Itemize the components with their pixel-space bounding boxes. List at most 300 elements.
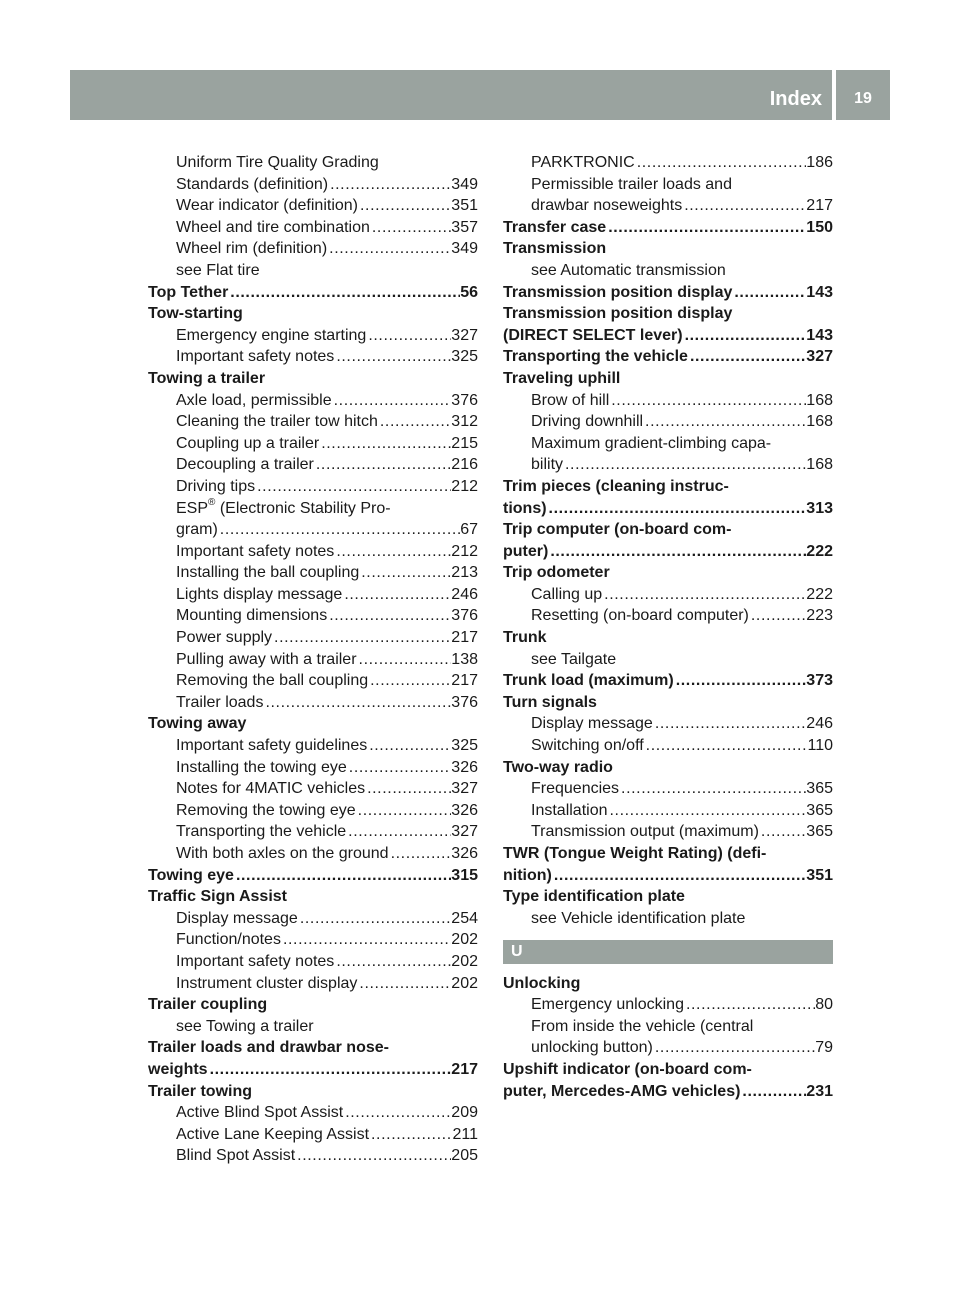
entry-label: Trunk load (maximum): [503, 672, 674, 690]
entry-label: Removing the ball coupling: [176, 672, 369, 690]
entry-label: Trailer coupling: [148, 996, 268, 1014]
page-reference: 168: [806, 413, 833, 431]
entry-text: [176, 735, 367, 757]
dot-leader: [281, 929, 451, 951]
page-reference: 312: [451, 413, 478, 431]
dot-leader: [327, 238, 451, 260]
index-subentry: [148, 649, 478, 671]
index-subentry: [148, 735, 478, 757]
entry-text: [531, 800, 608, 822]
entry-text: [176, 346, 334, 368]
entry-text: [148, 1037, 389, 1059]
entry-text: [176, 821, 346, 843]
index-entry: [503, 217, 833, 239]
index-subentry: [148, 584, 478, 606]
entry-label: Calling up: [531, 585, 603, 603]
entry-text: [176, 951, 334, 973]
entry-text: [531, 821, 759, 843]
entry-text: [176, 929, 281, 951]
entry-text: [176, 238, 327, 260]
entry-label: Cleaning the trailer tow hitch: [176, 413, 378, 431]
index-subentry: [148, 346, 478, 368]
entry-text: [531, 195, 682, 217]
page-reference: 326: [451, 845, 478, 862]
entry-label: Transfer case: [503, 218, 607, 236]
index-subentry: [148, 670, 478, 692]
entry-text: [531, 735, 644, 757]
entry-label: Lights display message: [176, 585, 343, 603]
entry-text: [531, 1037, 653, 1059]
page-reference: 313: [806, 499, 833, 517]
page-reference: 325: [451, 737, 478, 755]
entry-text: [176, 152, 379, 174]
page-reference: 327: [806, 348, 833, 366]
index-subentry: [148, 390, 478, 412]
entry-label: With both axles on the ground: [176, 845, 389, 862]
page-reference: 373: [806, 672, 833, 690]
entry-label: Display message: [176, 909, 298, 927]
dot-leader: [365, 778, 451, 800]
entry-text: [148, 368, 265, 390]
index-entry: [148, 865, 478, 887]
index-subentry: [148, 1016, 478, 1038]
page-reference: 327: [451, 823, 478, 841]
index-subentry: [148, 325, 478, 347]
entry-label: bility: [531, 456, 564, 474]
entry-label: Coupling up a trailer: [176, 434, 320, 452]
entry-text: [531, 174, 732, 196]
entry-text: [531, 713, 653, 735]
entry-label: see Flat tire: [176, 261, 260, 279]
entry-text: [176, 454, 314, 476]
dot-leader: [688, 346, 806, 368]
entry-label-continued: (Electronic Stability Pro-: [215, 499, 391, 517]
entry-label: Wear indicator (definition): [176, 197, 359, 215]
index-entry: [503, 498, 833, 520]
index-subentry: [148, 951, 478, 973]
index-subentry: [503, 195, 833, 217]
entry-text: [531, 1016, 753, 1038]
index-entry: [503, 282, 833, 304]
entry-text: [176, 800, 356, 822]
entry-label: Resetting (on-board computer): [531, 607, 749, 625]
dot-leader: [346, 821, 451, 843]
entry-text: [176, 498, 391, 520]
entry-text: [176, 1102, 343, 1124]
entry-text: [176, 325, 366, 347]
page-reference: 202: [451, 974, 478, 992]
index-subentry: [148, 973, 478, 995]
entry-label: Mounting dimensions: [176, 607, 328, 625]
entry-text: [176, 670, 368, 692]
index-subentry: [503, 1037, 833, 1059]
entry-label: Unlocking: [503, 974, 581, 992]
index-subentry: [148, 908, 478, 930]
entry-label: Notes for 4MATIC vehicles: [176, 780, 366, 798]
index-subentry: [148, 821, 478, 843]
entry-label: Trailer loads: [176, 693, 264, 711]
index-subentry: [148, 433, 478, 455]
entry-label: Transmission: [503, 240, 607, 258]
index-subentry: [503, 260, 833, 282]
dot-leader: [602, 584, 806, 606]
entry-text: [503, 843, 766, 865]
index-entry: [503, 519, 833, 541]
dot-leader: [319, 433, 451, 455]
entry-label: puter, Mercedes-AMG vehicles): [503, 1082, 741, 1100]
index-subentry: [503, 433, 833, 455]
page-reference: 67: [460, 521, 478, 539]
index-subentry: [148, 476, 478, 498]
entry-text: [148, 282, 228, 304]
page-reference: 351: [806, 866, 833, 884]
entry-text: [531, 584, 602, 606]
entry-text: [176, 217, 370, 239]
dot-leader: [218, 519, 460, 541]
entry-text: [176, 1145, 295, 1167]
entry-text: [503, 670, 674, 692]
dot-leader: [635, 152, 807, 174]
entry-text: [176, 605, 327, 627]
dot-leader: [683, 325, 807, 347]
dot-leader: [327, 605, 451, 627]
index-subentry: [148, 778, 478, 800]
index-subentry: [148, 1124, 478, 1146]
page-reference: 217: [806, 197, 833, 215]
entry-label: Wheel rim (definition): [176, 240, 328, 258]
entry-text: [176, 757, 347, 779]
entry-label: gram): [176, 521, 218, 539]
dot-leader: [272, 627, 451, 649]
entry-label: Driving downhill: [531, 413, 644, 431]
entry-text: [503, 757, 613, 779]
page-reference: 79: [815, 1039, 833, 1057]
index-subentry: [148, 843, 478, 865]
entry-label: (DIRECT SELECT lever): [503, 326, 683, 344]
entry-text: [531, 908, 745, 930]
index-entry: [503, 973, 833, 995]
entry-label: Two-way radio: [503, 758, 613, 776]
entry-text: [148, 994, 267, 1016]
dot-leader: [314, 454, 451, 476]
entry-label: Trunk: [503, 629, 547, 647]
entry-label: Traveling uphill: [503, 369, 621, 387]
page-reference: 231: [806, 1082, 833, 1100]
entry-label: see Automatic transmission: [531, 261, 726, 279]
index-subentry: [503, 800, 833, 822]
dot-leader: [334, 951, 451, 973]
index-column-right: [503, 152, 833, 1102]
entry-label: Trip odometer: [503, 564, 610, 582]
index-subentry: [503, 778, 833, 800]
dot-leader: [563, 454, 806, 476]
entry-label: Frequencies: [531, 780, 620, 798]
entry-text: [176, 476, 255, 498]
page-reference: 326: [451, 758, 478, 776]
entry-label: Installing the towing eye: [176, 758, 347, 776]
entry-label: Trim pieces (cleaning instruc-: [503, 477, 729, 495]
entry-text: [176, 973, 357, 995]
dot-leader: [357, 649, 452, 671]
index-subentry: [503, 908, 833, 930]
header-bar: [70, 70, 890, 120]
page-reference: 349: [451, 240, 478, 258]
dot-leader: [740, 1081, 806, 1103]
page-reference: 211: [452, 1125, 478, 1143]
index-entry: [503, 627, 833, 649]
entry-label: Installing the ball coupling: [176, 564, 360, 582]
page-reference: 186: [806, 154, 833, 171]
page-reference: 216: [451, 456, 478, 474]
page-reference: 80: [815, 996, 833, 1014]
page-reference: 357: [451, 218, 478, 236]
entry-text: [176, 433, 319, 455]
page-reference: 246: [806, 715, 833, 733]
index-entry: [148, 713, 478, 735]
page-reference: 202: [451, 952, 478, 970]
index-entry: [503, 562, 833, 584]
entry-label: Switching on/off: [531, 737, 644, 755]
entry-label: Active Lane Keeping Assist: [176, 1125, 370, 1143]
page-reference: 254: [451, 909, 478, 927]
entry-text: [176, 843, 389, 865]
entry-text: [503, 562, 610, 584]
page-reference: 327: [451, 780, 478, 798]
index-entry: [503, 886, 833, 908]
entry-text: [176, 195, 358, 217]
page-number: 19: [854, 90, 872, 107]
entry-text: [148, 865, 234, 887]
entry-text: [176, 1016, 314, 1038]
entry-text: [531, 778, 619, 800]
index-subentry: [503, 713, 833, 735]
index-subentry: [503, 735, 833, 757]
dot-leader: [208, 1059, 452, 1081]
dot-leader: [328, 174, 451, 196]
entry-label: Trailer loads and drawbar nose-: [148, 1039, 389, 1057]
index-column-left: [148, 152, 478, 1167]
entry-text: [503, 541, 548, 563]
page-reference: 138: [451, 650, 478, 668]
entry-label: Transporting the vehicle: [503, 348, 688, 366]
dot-leader: [298, 908, 451, 930]
dot-leader: [684, 994, 815, 1016]
dot-leader: [749, 605, 806, 627]
entry-text: [176, 541, 334, 563]
index-entry: [503, 476, 833, 498]
dot-leader: [653, 1037, 815, 1059]
page-reference: 205: [451, 1147, 478, 1165]
page-reference: 326: [451, 801, 478, 819]
dot-leader: [732, 282, 806, 304]
index-entry: [503, 325, 833, 347]
entry-label: Towing eye: [148, 866, 234, 884]
dot-leader: [370, 217, 451, 239]
entry-label: Transmission position display: [503, 283, 733, 301]
page-reference: 217: [451, 672, 478, 690]
entry-text: [503, 325, 683, 347]
index-subentry: [503, 152, 833, 174]
entry-label: see Tailgate: [531, 650, 617, 668]
index-entry: [148, 1081, 478, 1103]
entry-text: [176, 584, 342, 606]
entry-label: drawbar noseweights: [531, 197, 683, 215]
entry-label: PARKTRONIC: [531, 154, 635, 171]
page-reference: 143: [806, 326, 833, 344]
index-subentry: [503, 605, 833, 627]
dot-leader: [606, 217, 806, 239]
index-subentry: [148, 929, 478, 951]
index-subentry: [503, 454, 833, 476]
entry-label: Uniform Tire Quality Grading: [176, 154, 379, 171]
entry-label: Transmission output (maximum): [531, 823, 759, 841]
index-subentry: [503, 821, 833, 843]
entry-label: Function/notes: [176, 931, 281, 949]
entry-text: [176, 778, 365, 800]
dot-leader: [357, 973, 451, 995]
dot-leader: [332, 390, 452, 412]
entry-text: [148, 886, 287, 908]
index-subentry: [148, 519, 478, 541]
dot-leader: [228, 282, 460, 304]
entry-text: [503, 886, 685, 908]
page-reference: 209: [451, 1104, 478, 1122]
index-entry: [148, 886, 478, 908]
index-entry: [148, 994, 478, 1016]
index-entry: [503, 368, 833, 390]
entry-label: Type identification plate: [503, 888, 685, 906]
page-reference: 212: [451, 477, 478, 495]
entry-label: Transmission position display: [503, 305, 733, 323]
dot-leader: [368, 670, 451, 692]
page-reference: 365: [806, 823, 833, 841]
entry-text: [176, 411, 378, 433]
page-reference: 376: [451, 391, 478, 409]
page-reference: 217: [451, 629, 478, 647]
dot-leader: [674, 670, 807, 692]
entry-label: unlocking button): [531, 1039, 653, 1057]
dot-leader: [552, 865, 806, 887]
entry-label: Emergency unlocking: [531, 996, 684, 1014]
entry-text: [176, 627, 272, 649]
page-reference: 222: [806, 585, 833, 603]
page-reference: 168: [806, 456, 833, 474]
entry-label: Decoupling a trailer: [176, 456, 314, 474]
entry-label: Upshift indicator (on-board com-: [503, 1060, 752, 1078]
index-subentry: [503, 390, 833, 412]
entry-text: [176, 174, 328, 196]
page-reference: 365: [806, 801, 833, 819]
dot-leader: [367, 735, 451, 757]
page-reference: 351: [451, 197, 478, 215]
index-entry: [148, 1059, 478, 1081]
entry-text: [503, 346, 688, 368]
page-reference: 376: [451, 693, 478, 711]
entry-text: [503, 238, 606, 260]
entry-text: [503, 303, 732, 325]
index-subentry: [148, 498, 478, 520]
entry-label: TWR (Tongue Weight Rating) (defi-: [503, 845, 767, 862]
entry-label: tions): [503, 499, 547, 517]
page-reference: 246: [451, 585, 478, 603]
page-reference: 222: [806, 542, 833, 560]
dot-leader: [334, 541, 451, 563]
entry-text: [176, 562, 359, 584]
entry-label: Towing a trailer: [148, 369, 266, 387]
dot-leader: [644, 735, 808, 757]
entry-label: Power supply: [176, 629, 273, 647]
entry-text: [176, 1124, 369, 1146]
page-reference: 110: [807, 737, 833, 755]
entry-label: Wheel and tire combination: [176, 218, 370, 236]
index-entry: [148, 368, 478, 390]
entry-label: Driving tips: [176, 477, 256, 495]
dot-leader: [343, 1102, 451, 1124]
entry-label: see Vehicle identification plate: [531, 909, 746, 927]
index-entry: [503, 346, 833, 368]
page-reference: 376: [451, 607, 478, 625]
dot-leader: [347, 757, 452, 779]
index-entry: [503, 238, 833, 260]
entry-text: [148, 1059, 208, 1081]
index-entry: [503, 541, 833, 563]
dot-leader: [653, 713, 806, 735]
dot-leader: [358, 195, 451, 217]
entry-text: [531, 411, 643, 433]
index-subentry: [148, 174, 478, 196]
section-header: U: [503, 940, 833, 964]
index-subentry: [148, 1102, 478, 1124]
entry-text: [176, 692, 263, 714]
entry-label: nition): [503, 866, 552, 884]
entry-text: [503, 692, 597, 714]
index-subentry: [148, 152, 478, 174]
index-subentry: [503, 584, 833, 606]
entry-text: [176, 908, 298, 930]
dot-leader: [389, 843, 452, 865]
index-entry: [148, 1037, 478, 1059]
index-subentry: [148, 692, 478, 714]
entry-label: puter): [503, 542, 549, 560]
entry-label: Standards (definition): [176, 175, 329, 193]
index-subentry: [148, 605, 478, 627]
registered-mark: ®: [208, 497, 216, 509]
entry-text: [503, 498, 547, 520]
entry-label: Emergency engine starting: [176, 326, 367, 344]
entry-label: Active Blind Spot Assist: [176, 1104, 344, 1122]
index-subentry: [148, 541, 478, 563]
entry-label: Transporting the vehicle: [176, 823, 347, 841]
page-reference: 365: [806, 780, 833, 798]
entry-text: [531, 152, 635, 174]
dot-leader: [356, 800, 452, 822]
dot-leader: [643, 411, 806, 433]
entry-label: Important safety notes: [176, 348, 335, 366]
index-subentry: [148, 627, 478, 649]
entry-label: weights: [148, 1060, 208, 1078]
index-entry: [503, 303, 833, 325]
index-entry: [503, 692, 833, 714]
page-reference: 327: [451, 326, 478, 344]
page-reference: 325: [451, 348, 478, 366]
page-reference: 143: [806, 283, 833, 301]
entry-text: [503, 1081, 740, 1103]
index-subentry: [148, 1145, 478, 1167]
page-reference: 150: [806, 218, 833, 236]
entry-text: [503, 282, 732, 304]
dot-leader: [759, 821, 806, 843]
entry-text: [176, 649, 357, 671]
